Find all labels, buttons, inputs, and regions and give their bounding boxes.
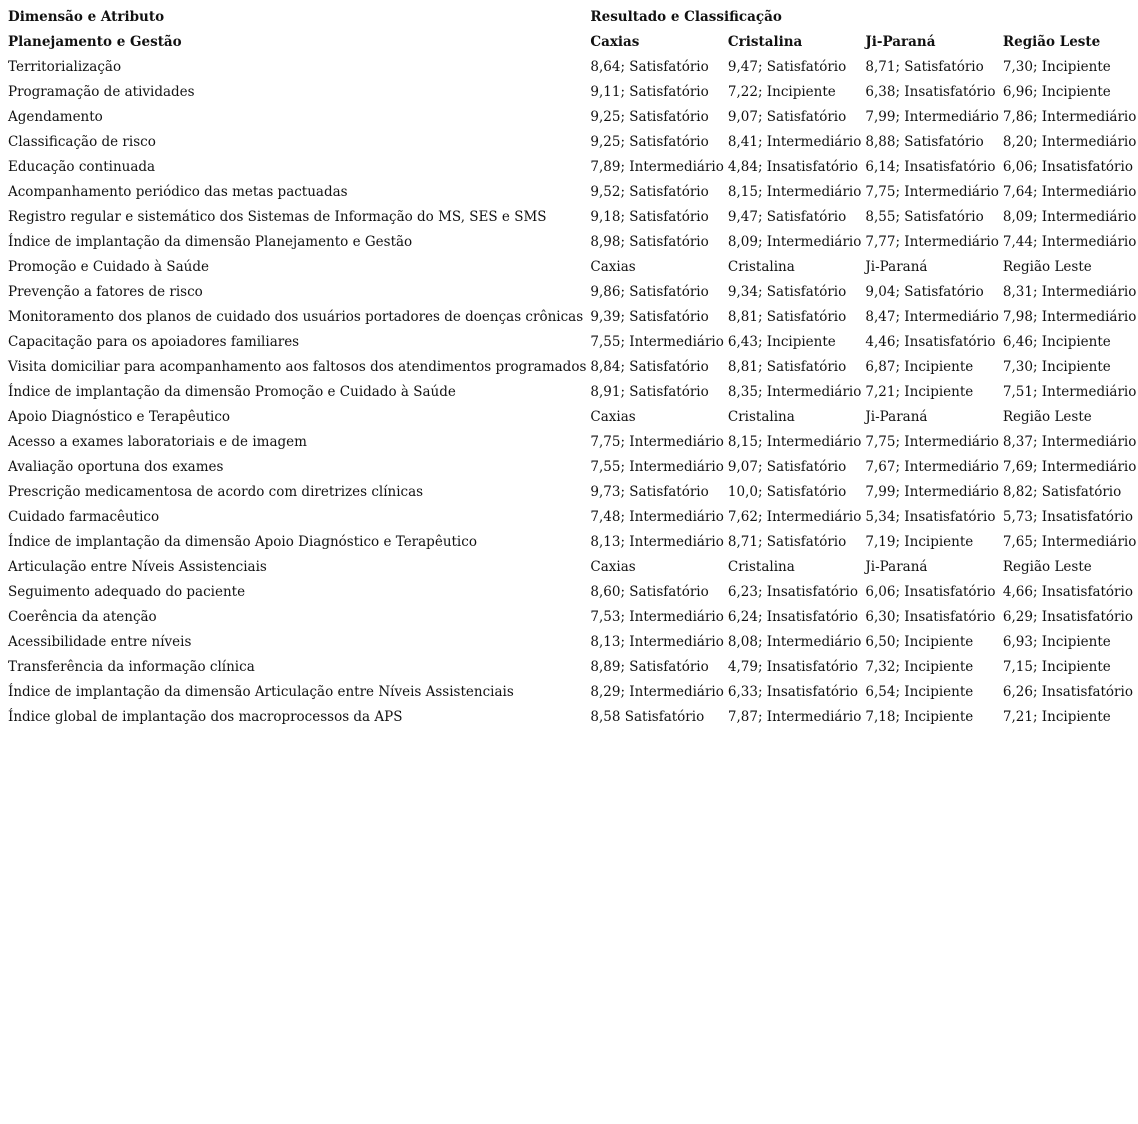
result-cell: 7,87; Intermediário <box>727 709 862 725</box>
result-cell: 8,64; Satisfatório <box>590 59 709 75</box>
result-cell: 7,15; Incipiente <box>1002 659 1111 675</box>
result-cell: 8,81; Satisfatório <box>727 309 847 325</box>
result-cell: 8,81; Satisfatório <box>727 359 847 375</box>
result-cell: 6,24; Insatisfatório <box>727 609 858 625</box>
header-row-2 <box>6 30 1138 55</box>
result-cell: 6,93; Incipiente <box>1002 634 1111 650</box>
result-cell: 8,91; Satisfatório <box>590 384 709 400</box>
result-cell: 9,86; Satisfatório <box>590 284 709 300</box>
result-cell: 4,66; Insatisfatório <box>1002 584 1133 600</box>
result-cell: 8,35; Intermediário <box>727 384 862 400</box>
result-cell: 8,15; Intermediário <box>727 184 862 200</box>
result-cell: 7,75; Intermediário <box>865 184 999 200</box>
result-cell: 4,46; Insatisfatório <box>865 334 996 350</box>
table-row <box>6 455 1138 480</box>
attribute-cell: Classificação de risco <box>8 134 156 150</box>
result-cell: Ji-Paraná <box>865 559 928 575</box>
result-cell: 8,20; Intermediário <box>1002 134 1137 150</box>
table-row <box>6 480 1138 505</box>
result-cell: 9,07; Satisfatório <box>727 109 847 125</box>
attribute-cell: Índice de implantação da dimensão Promoção e Cuidado à Saúde <box>8 384 456 400</box>
table-row <box>6 680 1138 705</box>
table-row <box>6 605 1138 630</box>
result-cell: 7,77; Intermediário <box>865 234 999 250</box>
result-cell: 7,75; Intermediário <box>865 434 999 450</box>
table-row <box>6 330 1138 355</box>
result-cell: 6,06; Insatisfatório <box>865 584 996 600</box>
result-cell: 7,48; Intermediário <box>590 509 724 525</box>
result-cell: Região Leste <box>1002 559 1092 575</box>
results-table-container <box>6 5 1138 730</box>
result-cell: 7,51; Intermediário <box>1002 384 1137 400</box>
result-cell: 8,37; Intermediário <box>1002 434 1137 450</box>
result-cell: 9,73; Satisfatório <box>590 484 709 500</box>
result-cell: 8,58 Satisfatório <box>590 709 705 725</box>
result-cell: 9,52; Satisfatório <box>590 184 709 200</box>
attribute-cell: Seguimento adequado do paciente <box>8 584 246 600</box>
table-row <box>6 55 1138 80</box>
result-cell: 7,62; Intermediário <box>727 509 862 525</box>
attribute-cell: Transferência da informação clínica <box>8 659 255 675</box>
attribute-cell: Articulação entre Níveis Assistenciais <box>8 559 267 575</box>
result-cell: 6,38; Insatisfatório <box>865 84 996 100</box>
attribute-cell: Registro regular e sistemático dos Sistemas de Informação do MS, SES e SMS <box>8 209 547 225</box>
table-row <box>6 205 1138 230</box>
table-row <box>6 305 1138 330</box>
result-cell: 6,26; Insatisfatório <box>1002 684 1133 700</box>
result-cell: 4,79; Insatisfatório <box>727 659 858 675</box>
result-cell: 7,21; Incipiente <box>1002 709 1111 725</box>
result-cell: 8,88; Satisfatório <box>865 134 984 150</box>
table-row <box>6 355 1138 380</box>
result-cell: 7,65; Intermediário <box>1002 534 1137 550</box>
result-cell: 8,60; Satisfatório <box>590 584 709 600</box>
result-cell: 7,86; Intermediário <box>1002 109 1137 125</box>
result-cell: 7,22; Incipiente <box>727 84 836 100</box>
header-cell: Caxias <box>590 34 640 50</box>
result-cell: 6,87; Incipiente <box>865 359 974 375</box>
result-cell: 7,18; Incipiente <box>865 709 974 725</box>
result-cell: 5,73; Insatisfatório <box>1002 509 1133 525</box>
result-cell: 7,55; Intermediário <box>590 459 724 475</box>
result-cell: 8,84; Satisfatório <box>590 359 709 375</box>
table-row <box>6 280 1138 305</box>
attribute-cell: Capacitação para os apoiadores familiares <box>8 334 300 350</box>
table-row <box>6 180 1138 205</box>
result-cell: Região Leste <box>1002 259 1092 275</box>
header-cell: Ji-Paraná <box>865 34 936 50</box>
results-table <box>6 5 1138 730</box>
result-cell: 8,08; Intermediário <box>727 634 862 650</box>
result-cell: 7,21; Incipiente <box>865 384 974 400</box>
result-cell: 8,09; Intermediário <box>1002 209 1137 225</box>
result-cell: Cristalina <box>727 409 795 425</box>
table-row <box>6 430 1138 455</box>
result-cell: 9,18; Satisfatório <box>590 209 709 225</box>
attribute-cell: Prevenção a fatores de risco <box>8 284 203 300</box>
result-cell: 9,25; Satisfatório <box>590 134 709 150</box>
result-cell: 6,33; Insatisfatório <box>727 684 858 700</box>
attribute-cell: Índice global de implantação dos macroprocessos da APS <box>8 709 403 725</box>
result-cell: 6,43; Incipiente <box>727 334 836 350</box>
result-cell: 9,47; Satisfatório <box>727 209 847 225</box>
attribute-cell: Acesso a exames laboratoriais e de imagem <box>8 434 307 450</box>
attribute-cell: Acessibilidade entre níveis <box>8 634 192 650</box>
result-cell: 9,39; Satisfatório <box>590 309 709 325</box>
table-row <box>6 705 1138 730</box>
result-cell: 6,23; Insatisfatório <box>727 584 858 600</box>
result-cell: 6,50; Incipiente <box>865 634 974 650</box>
result-cell: 9,25; Satisfatório <box>590 109 709 125</box>
result-cell: 10,0; Satisfatório <box>727 484 847 500</box>
result-cell: 6,54; Incipiente <box>865 684 974 700</box>
result-cell: 8,31; Intermediário <box>1002 284 1137 300</box>
result-cell: 6,30; Insatisfatório <box>865 609 996 625</box>
attribute-cell: Visita domiciliar para acompanhamento aos faltosos dos atendimentos programados <box>8 359 587 375</box>
table-row <box>6 80 1138 105</box>
attribute-cell: Monitoramento dos planos de cuidado dos usuários portadores de doenças crônicas <box>8 309 584 325</box>
result-cell: 7,89; Intermediário <box>590 159 724 175</box>
result-cell: 7,19; Incipiente <box>865 534 974 550</box>
table-row <box>6 105 1138 130</box>
result-cell: Região Leste <box>1002 409 1092 425</box>
result-cell: 8,15; Intermediário <box>727 434 862 450</box>
attribute-cell: Cuidado farmacêutico <box>8 509 160 525</box>
result-cell: 9,47; Satisfatório <box>727 59 847 75</box>
result-cell: 7,53; Intermediário <box>590 609 724 625</box>
result-cell: 7,98; Intermediário <box>1002 309 1137 325</box>
table-row <box>6 380 1138 405</box>
header-cell: Região Leste <box>1002 34 1101 50</box>
result-cell: 9,11; Satisfatório <box>590 84 709 100</box>
attribute-cell: Avaliação oportuna dos exames <box>8 459 224 475</box>
result-cell: Cristalina <box>727 259 795 275</box>
result-cell: 7,55; Intermediário <box>590 334 724 350</box>
attribute-cell: Índice de implantação da dimensão Apoio Diagnóstico e Terapêutico <box>8 534 477 550</box>
result-cell: 8,47; Intermediário <box>865 309 999 325</box>
result-cell: 6,46; Incipiente <box>1002 334 1111 350</box>
dimension-attribute-header: Dimensão e Atributo <box>8 9 165 25</box>
result-cell: 7,99; Intermediário <box>865 484 999 500</box>
attribute-cell: Acompanhamento periódico das metas pactuadas <box>8 184 348 200</box>
result-cell: 7,99; Intermediário <box>865 109 999 125</box>
result-cell: 9,07; Satisfatório <box>727 459 847 475</box>
attribute-cell: Índice de implantação da dimensão Planejamento e Gestão <box>8 234 413 250</box>
result-cell: 5,34; Insatisfatório <box>865 509 996 525</box>
result-cell: 6,96; Incipiente <box>1002 84 1111 100</box>
result-cell: 8,89; Satisfatório <box>590 659 709 675</box>
table-row <box>6 505 1138 530</box>
result-cell: 7,44; Intermediário <box>1002 234 1137 250</box>
attribute-cell: Prescrição medicamentosa de acordo com diretrizes clínicas <box>8 484 424 500</box>
result-cell: 8,82; Satisfatório <box>1002 484 1122 500</box>
table-row <box>6 530 1138 555</box>
result-cell: 6,29; Insatisfatório <box>1002 609 1133 625</box>
attribute-cell: Índice de implantação da dimensão Articulação entre Níveis Assistenciais <box>8 684 514 700</box>
attribute-cell: Agendamento <box>8 109 103 125</box>
attribute-cell: Educação continuada <box>8 159 156 175</box>
result-cell: Ji-Paraná <box>865 409 928 425</box>
header-row-1 <box>6 5 1138 30</box>
table-row <box>6 655 1138 680</box>
result-cell: 8,13; Intermediário <box>590 634 724 650</box>
result-cell: 8,29; Intermediário <box>590 684 724 700</box>
table-row <box>6 630 1138 655</box>
attribute-cell: Promoção e Cuidado à Saúde <box>8 259 209 275</box>
result-cell: Caxias <box>590 409 636 425</box>
result-cell: 7,67; Intermediário <box>865 459 999 475</box>
result-cell: 8,71; Satisfatório <box>727 534 847 550</box>
result-cell: 8,71; Satisfatório <box>865 59 984 75</box>
result-cell: Caxias <box>590 559 636 575</box>
result-cell: Cristalina <box>727 559 795 575</box>
attribute-cell: Coerência da atenção <box>8 609 157 625</box>
result-cell: Ji-Paraná <box>865 259 928 275</box>
result-cell: 7,75; Intermediário <box>590 434 724 450</box>
result-cell: 6,06; Insatisfatório <box>1002 159 1133 175</box>
result-cell: 7,30; Incipiente <box>1002 59 1111 75</box>
result-cell: Caxias <box>590 259 636 275</box>
result-cell: 9,34; Satisfatório <box>727 284 847 300</box>
table-row <box>6 405 1138 430</box>
table-row <box>6 130 1138 155</box>
result-cell: 8,41; Intermediário <box>727 134 862 150</box>
attribute-cell: Programação de atividades <box>8 84 195 100</box>
result-cell: 7,32; Incipiente <box>865 659 974 675</box>
table-row <box>6 580 1138 605</box>
header-cell: Planejamento e Gestão <box>8 34 182 50</box>
result-classification-header: Resultado e Classificação <box>590 9 782 25</box>
result-cell: 7,69; Intermediário <box>1002 459 1137 475</box>
result-cell: 9,04; Satisfatório <box>865 284 984 300</box>
attribute-cell: Territorialização <box>8 59 122 75</box>
table-row <box>6 155 1138 180</box>
result-cell: 7,64; Intermediário <box>1002 184 1137 200</box>
result-cell: 8,09; Intermediário <box>727 234 862 250</box>
table-row <box>6 555 1138 580</box>
table-row <box>6 230 1138 255</box>
attribute-cell: Apoio Diagnóstico e Terapêutico <box>8 409 231 425</box>
results-table-body <box>6 5 1138 730</box>
result-cell: 8,98; Satisfatório <box>590 234 709 250</box>
result-cell: 8,55; Satisfatório <box>865 209 984 225</box>
result-cell: 7,30; Incipiente <box>1002 359 1111 375</box>
result-cell: 4,84; Insatisfatório <box>727 159 858 175</box>
result-cell: 8,13; Intermediário <box>590 534 724 550</box>
header-cell: Cristalina <box>727 34 803 50</box>
table-row <box>6 255 1138 280</box>
result-cell: 6,14; Insatisfatório <box>865 159 996 175</box>
